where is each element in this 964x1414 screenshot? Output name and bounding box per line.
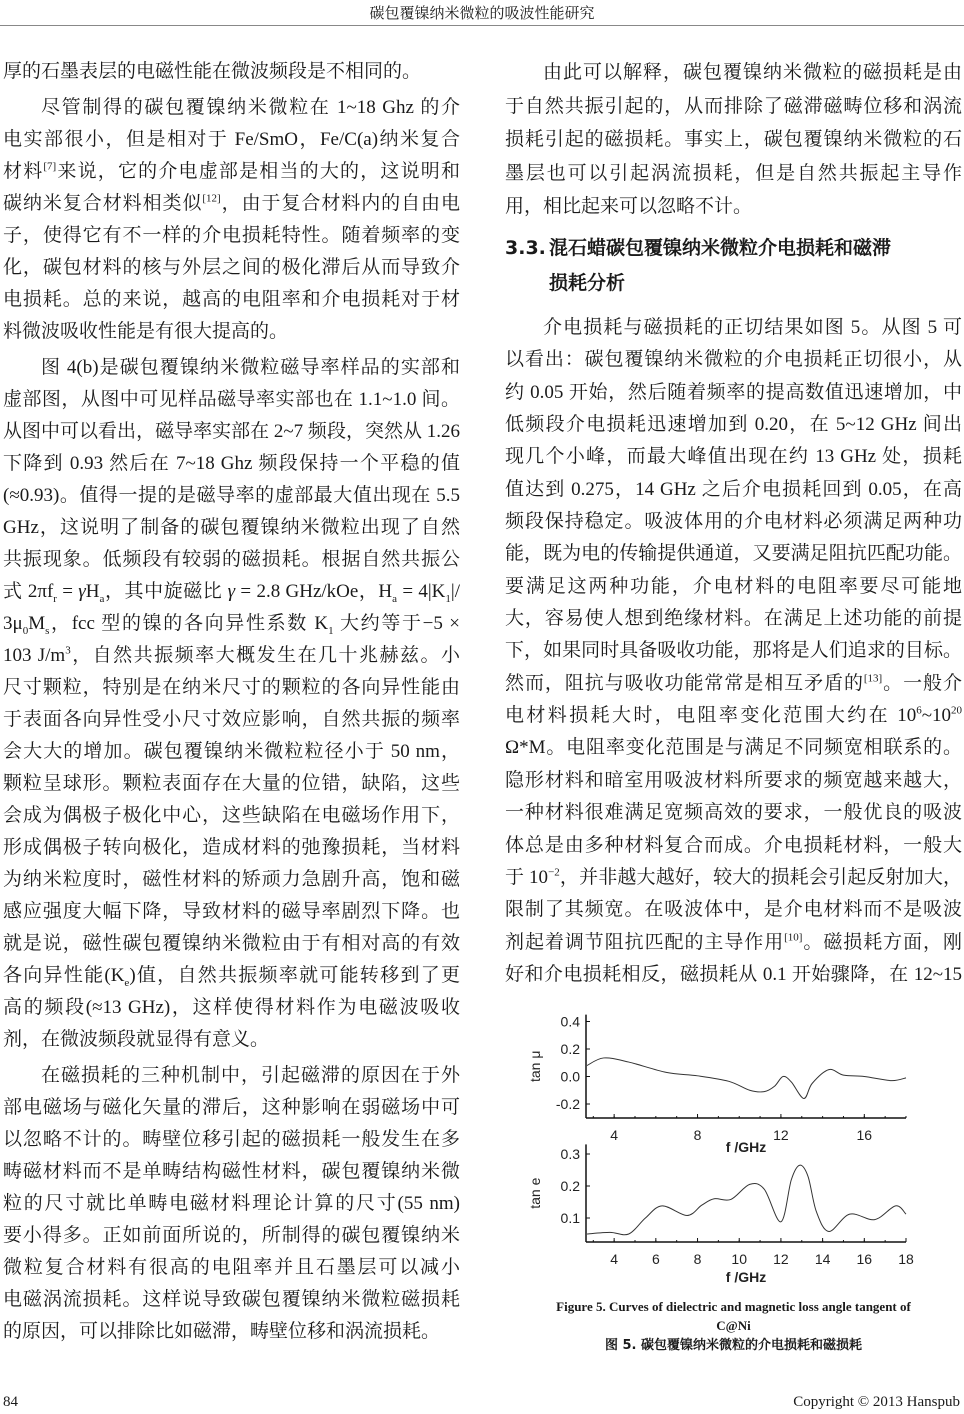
section-heading [505,231,962,301]
text-run: 然而，阻抗与吸收功能常常是相互矛盾的 [505,672,864,694]
paragraph [3,1060,460,1348]
text-line [505,635,962,667]
x-tick-label: 16 [856,1127,873,1143]
text-run: 下，如果同时具备吸收功能，那将是人们追求的目标。 [505,640,962,662]
x-tick-label: 12 [773,1251,789,1267]
text-run: 式 2πf [3,581,54,602]
text-run: 子，使得它有不一样的介电损耗特性。随着频率的变 [3,225,460,246]
text-line [505,344,962,376]
x-tick-label: 16 [856,1251,873,1267]
text-run: 剂，在微波频段就显得有意义。 [3,1029,270,1050]
text-line [505,377,962,409]
text-run: 墨层也可以引起涡流损耗，但是自然共振起主导作 [505,162,962,184]
text-line [3,416,460,448]
text-run: 低频段介电损耗迅速增加到 0.20，在 5~12 GHz 间出 [505,414,962,436]
text-line [3,352,460,384]
superscript: [7] [43,160,57,173]
text-run: 要小得多。正如前面所说的，所制得的碳包覆镍纳米 [3,1225,460,1246]
subscript: e [124,976,130,989]
text-run: = [56,581,79,602]
text-run: 电磁涡流损耗。这样说导致碳包覆镍纳米微粒磁损耗 [3,1289,460,1310]
text-run: 损耗引起的磁损耗。事实上，碳包覆镍纳米微粒的石 [505,129,962,150]
x-tick-label: 8 [693,1127,702,1143]
text-run: 会成为偶极子极化中心，这些缺陷在电磁场作用下， [3,805,460,826]
text-line [3,1060,460,1092]
y-tick-label: 0.3 [560,1146,580,1162]
text-line [3,608,460,640]
text-line [3,640,460,672]
text-line [3,512,460,544]
text-run: 料微波吸收性能是有很大提高的。 [3,321,289,342]
text-run: 厚的石墨表层的电磁性能在微波频段是不相同的。 [3,61,422,82]
text-run: 电材料损耗大时，电阻率变化范围大约在 10 [505,705,917,727]
text-line [505,732,962,764]
text-line [3,832,460,864]
text-run: ，fcc 型的镍的各向异性系数 K [49,613,329,634]
paragraph [3,92,460,348]
text-run: 就是说，磁性碳包覆镍纳米微粒由于有相对高的有效 [3,933,460,954]
caption-chinese: 图 5. 碳包覆镍纳米微粒的介电损耗和磁损耗 [604,1338,863,1353]
text-line [505,797,962,829]
text-run: 来说，它的介电虚部是相当的大的，这说明和 [56,161,460,182]
page-number: 84 [3,1394,18,1410]
y-axis-title: tan e [527,1177,543,1209]
text-line [3,384,460,416]
text-run: 会大大的增加。碳包覆镍纳米微粒粒径小于 50 nm， [3,741,460,762]
text-line [3,252,460,284]
text-run: = 4|K [397,581,446,602]
subscript: r [53,592,57,605]
text-run: 感应强度大幅下降，导致材料的磁导率剧烈下降。也 [3,901,460,922]
text-run: 从图中可以看出，磁导率实部在 2~7 频段，突然从 1.26 [3,421,460,442]
subscript: a [99,592,105,605]
copyright: Copyright © 2013 Hanspub [793,1394,960,1410]
text-line [3,1220,460,1252]
text-line [505,668,962,700]
text-line [3,928,460,960]
text-run: 畴磁材料而不是单畴结构磁性材料，碳包覆镍纳米微 [3,1161,460,1182]
right-column-intro [505,56,962,224]
text-run: 以忽略不计的。畴壁位移引起的磁损耗一般发生在多 [3,1129,460,1150]
y-tick-label: -0.2 [555,1096,580,1112]
text-line [3,736,460,768]
text-run: 限制了其频宽。在吸波体中，是介电材料而不是吸波 [505,899,962,921]
text-line [3,124,460,156]
superscript: −2 [548,866,560,879]
text-line [3,704,460,736]
subscript: 1 [445,592,451,605]
text-line [3,1024,460,1056]
text-run: ，由于复合材料内的自由电 [220,193,460,214]
text-run: 以看出：碳包覆镍纳米微粒的介电损耗正切很小，从 [505,349,962,371]
text-line [3,800,460,832]
text-run: 于 10 [505,866,549,888]
x-tick-label: 8 [693,1251,702,1267]
text-run: 频段保持稳定。吸波体用的介电材料必须满足两种功 [505,511,962,533]
text-run: GHz，这说明了制备的碳包覆镍纳米微粒出现了自然 [3,517,460,538]
text-line [3,1252,460,1284]
subscript: 1 [328,624,334,637]
text-run: (≈0.93)。值得一提的是磁导率的虚部最大值出现在 5.5 [3,485,460,506]
text-run: ，并非越大越好，较大的损耗会引起反射加大， [559,866,962,888]
text-line [505,700,962,732]
text-run: 大约等于−5 × [333,613,460,634]
text-run: 为纳米粒度时，磁性材料的矫顽力急剧升高，饱和磁 [3,869,460,890]
running-header: 碳包覆镍纳米微粒的吸波性能研究 [369,6,595,22]
text-run: ，自然共振频率大概发生在几十兆赫兹。小 [70,645,460,666]
text-run: 103 J/m [3,645,66,666]
left-column [3,56,460,1348]
y-tick-label: 0.2 [560,1178,580,1194]
text-line [505,894,962,926]
text-run: 形成偶极子转向极化，造成材料的弛豫损耗，当材料 [3,837,460,858]
text-line [505,56,962,90]
subscript: 0 [22,624,29,637]
text-line [505,506,962,538]
paragraph [3,352,460,1056]
x-tick-label: 4 [610,1127,619,1143]
text-run: M [28,613,46,634]
text-line [3,1092,460,1124]
paragraph [3,56,460,88]
text-run: 值达到 0.275，14 GHz 之后介电损耗回到 0.05，在高 [505,478,962,500]
text-run: 一种材料很难满足宽频高效的要求，一般优良的吸波 [505,802,962,824]
text-line [3,448,460,480]
superscript: [10] [784,931,803,944]
text-run: 。磁损耗方面，刚 [802,931,962,953]
text-run: 好和介电损耗相反，磁损耗从 0.1 开始骤降，在 12~15 [505,963,962,985]
text-line [3,544,460,576]
text-line [3,992,460,1024]
y-tick-label: 0.4 [560,1013,580,1030]
series-line-tan-μ [587,1058,906,1099]
x-tick-label: 14 [814,1251,831,1267]
text-run: 下降到 0.93 然后在 7~18 Ghz 频段保持一个平稳的值 [3,453,460,474]
text-run: H [85,581,100,602]
text-line [3,1316,460,1348]
text-run: 尽管制得的碳包覆镍纳米微粒在 1~18 Ghz 的介 [41,97,460,118]
caption-english-line1: Figure 5. Curves of dielectric and magnetic loss angle tangent of [556,1299,911,1314]
text-line [3,576,460,608]
y-tick-label: 0.0 [560,1068,580,1085]
text-run: 电损耗。总的来说，越高的电阻率和介电损耗对于材 [3,289,460,310]
text-run: ~10 [921,705,951,727]
text-line [3,1156,460,1188]
text-run: 共振现象。低频段有较弱的磁损耗。根据自然共振公 [3,549,460,570]
text-line [3,156,460,188]
text-run: = 2.8 GHz/kOe，H [235,581,393,602]
text-line [505,90,962,124]
text-run: 。一般介 [882,672,962,694]
text-run: 体总是由多种材料复合而成。介电损耗材料，一般大 [505,834,962,856]
text-line [3,672,460,704]
text-line [505,927,962,959]
y-axis-title: tan μ [527,1050,543,1083]
text-line [505,538,962,570]
x-axis-title: f /GHz [725,1269,767,1285]
text-line [3,896,460,928]
text-run: 隐形材料和暗室用吸波材料所要求的频宽越来越大， [505,769,962,791]
section-title-line1: 混石蜡碳包覆镍纳米微粒介电损耗和磁滞 [549,237,892,259]
text-run: 于表面各向异性受小尺寸效应影响，自然共振的频率 [3,709,460,730]
text-run: 的原因，可以排除比如磁滞，畴壁位移和涡流损耗。 [3,1321,441,1342]
text-run: 大，容易使人想到绝缘材料。在满足上述功能的前提 [505,608,962,630]
text-line [3,188,460,220]
text-line [3,480,460,512]
text-line [3,960,460,992]
paragraph [505,56,962,224]
x-tick-label: 4 [610,1251,619,1267]
caption-english-line2: C@Ni [716,1318,751,1333]
text-run: 用，相比起来可以忽略不计。 [505,196,753,217]
text-line [505,571,962,603]
text-line [505,603,962,635]
superscript: [13] [863,672,883,685]
y-tick-label: 0.2 [560,1041,580,1057]
text-line [505,312,962,344]
superscript: [12] [202,192,221,205]
text-line [3,220,460,252]
text-line [3,768,460,800]
x-tick-label: 10 [731,1251,748,1267]
text-run: 虚部图，从图中可见样品磁导率实部也在 1.1~1.0 间。 [3,389,460,410]
text-run: 颗粒呈球形。颗粒表面存在大量的位错，缺陷，这些 [3,773,460,794]
text-run: 要满足这两种功能，介电材料的电阻率要尽可能地 [505,575,962,597]
y-tick-label: 0.1 [560,1210,580,1226]
text-run: ，其中旋磁比 [104,581,228,602]
text-run: 各向异性能(K [3,965,125,986]
text-run: 能，既为电的传输提供通道，又要满足阻抗匹配功能。 [505,543,962,565]
text-line [505,765,962,797]
text-line [3,284,460,316]
text-line [3,56,460,88]
superscript: 3 [65,644,71,657]
text-run: Ω*M。电阻率变化范围是与满足不同频宽相联系的。 [505,737,962,759]
right-column-body [505,312,962,991]
text-line [3,92,460,124]
text-line [505,862,962,894]
text-line [505,409,962,441]
x-axis-title: f /GHz [725,1139,767,1155]
text-run: 部电磁场与磁化矢量的滞后，这种影响在弱磁场中可 [3,1097,460,1118]
section-title-line2: 损耗分析 [549,272,626,294]
text-run: 化，碳包材料的核与外层之间的极化滞后从而导致介 [3,257,460,278]
text-run: 于自然共振引起的，从而排除了磁滞磁畴位移和涡流 [505,95,962,117]
header-rule [0,25,964,26]
text-line [3,1124,460,1156]
text-line [3,1284,460,1316]
text-run: 3μ [3,613,23,634]
italic-symbol: γ [227,581,236,602]
text-run: )值，自然共振频率就可能转移到了更 [129,965,460,986]
text-line [505,441,962,473]
text-run: 粒的尺寸就比单畴电磁材料理论计算的尺寸(55 nm) [3,1193,460,1214]
series-line-tan-e [587,1165,906,1235]
text-run: 由此可以解释，碳包覆镍纳米微粒的磁损耗是由 [543,62,962,83]
text-line [3,1188,460,1220]
paragraph [505,312,962,991]
text-run: 材料 [3,161,44,182]
text-run: 在磁损耗的三种机制中，引起磁滞的原因在于外 [41,1065,460,1086]
text-run: 电实部很小，但是相对于 Fe/SmO，Fe/C(a)纳米复合 [3,129,460,150]
superscript: 20 [951,704,962,717]
text-run: 介电损耗与磁损耗的正切结果如图 5。从图 5 可 [543,317,962,338]
text-line [505,474,962,506]
text-line [505,959,962,991]
section-number: 3.3. [505,237,546,259]
text-run: 高的频段(≈13 GHz)，这样使得材料作为电磁波吸收 [3,997,460,1018]
text-line [3,316,460,348]
text-run: 图 4(b)是碳包覆镍纳米微粒磁导率样品的实部和 [41,357,460,378]
text-run: 约 0.05 开始，然后随着频率的提高数值迅速增加，中 [505,381,962,403]
text-line [3,864,460,896]
text-run: 现几个小峰，而最大峰值出现在约 13 GHz 处，损耗 [505,446,962,468]
italic-symbol: γ [78,581,86,602]
x-tick-label: 18 [898,1251,914,1267]
text-run: 微粒复合材料有很高的电阻率并且石墨层可以减小 [3,1257,460,1278]
text-line [505,157,962,191]
text-run: |/ [450,581,460,602]
x-tick-label: 12 [773,1127,789,1143]
x-tick-label: 6 [651,1251,660,1267]
text-line [505,190,962,224]
subscript: s [45,624,50,637]
superscript: 6 [916,704,922,717]
text-run: 剂起着调节阻抗匹配的主导作用 [505,931,785,953]
subscript: a [392,592,398,605]
text-run: 碳纳米复合材料相类似 [3,193,203,214]
text-line [505,123,962,157]
figure-caption [505,1297,962,1357]
text-line [505,830,962,862]
text-run: 尺寸颗粒，特别是在纳米尺寸的颗粒的各向异性能由 [3,677,460,698]
